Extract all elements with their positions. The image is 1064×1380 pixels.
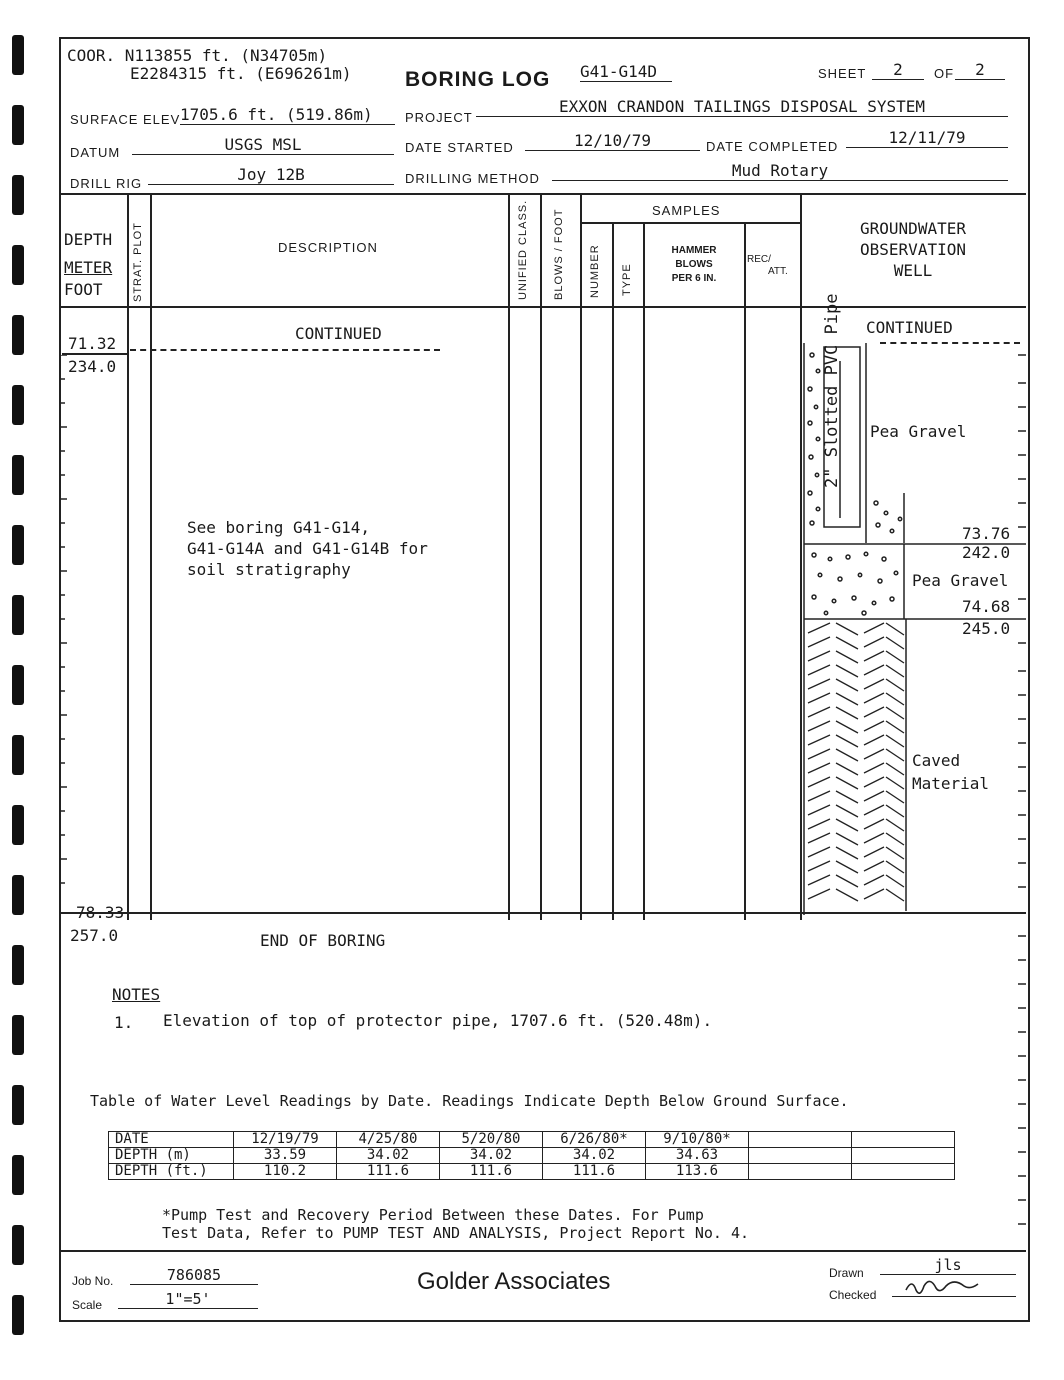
- depth-start-meter: 71.32: [68, 334, 117, 353]
- sheet-total: 2: [955, 60, 1005, 80]
- table-cell: [852, 1164, 955, 1180]
- drill-rig-label: DRILL RIG: [70, 176, 143, 191]
- col-strat-plot: STRAT. PLOT: [132, 222, 144, 302]
- job-number: 786085: [130, 1266, 258, 1285]
- project-label: PROJECT: [405, 110, 473, 125]
- table-cell: [852, 1148, 955, 1164]
- table-cell: 111.6: [440, 1164, 543, 1180]
- slotted-pipe-label: 2" Slotted PVC Pipe: [822, 293, 842, 488]
- table-cell: [749, 1164, 852, 1180]
- surface-elev: 1705.6 ft. (519.86m): [180, 105, 395, 125]
- well-depth-2-foot: 245.0: [962, 619, 1011, 638]
- table-cell: 34.02: [337, 1148, 440, 1164]
- checked-label: Checked: [829, 1288, 877, 1302]
- job-no-label: Job No.: [72, 1274, 114, 1288]
- table-cell: 111.6: [543, 1164, 646, 1180]
- table-cell: 5/20/80: [440, 1132, 543, 1148]
- lower-scale-ticks: [1016, 920, 1026, 1250]
- table-cell: 34.02: [543, 1148, 646, 1164]
- table-row: [109, 1132, 955, 1148]
- notes-heading: NOTES: [112, 985, 161, 1004]
- depth-scale-ticks: [59, 355, 69, 915]
- coord-line-2: E2284315 ft. (E696261m): [130, 64, 352, 83]
- sheet-number: 2: [872, 60, 924, 80]
- col-att: ATT.: [768, 266, 788, 277]
- drill-rig: Joy 12B: [148, 165, 394, 185]
- water-table-caption: Table of Water Level Readings by Date. Readings Indicate Depth Below Ground Surface.: [90, 1092, 849, 1110]
- end-of-boring: END OF BORING: [260, 931, 386, 950]
- continued-description: CONTINUED: [295, 324, 382, 343]
- checked-signature: [902, 1276, 992, 1296]
- col-unified-class: UNIFIED CLASS.: [517, 199, 529, 300]
- well-depth-1-foot: 242.0: [962, 543, 1011, 562]
- surface-elev-label: SURFACE ELEV: [70, 112, 181, 127]
- continued-well: CONTINUED: [866, 318, 953, 337]
- col-rec: REC/: [747, 254, 771, 265]
- description-text: See boring G41-G14, G41-G14A and G41-G14B for soil stratigraphy: [187, 518, 428, 579]
- datum: USGS MSL: [132, 135, 394, 155]
- drawn-label: Drawn: [829, 1266, 864, 1280]
- of-label: OF: [934, 66, 955, 81]
- table-cell: 113.6: [646, 1164, 749, 1180]
- table-row: [109, 1148, 955, 1164]
- pea-gravel-label-1: Pea Gravel: [870, 422, 967, 441]
- table-cell: 111.6: [337, 1164, 440, 1180]
- table-cell: [749, 1148, 852, 1164]
- date-started-label: DATE STARTED: [405, 140, 514, 155]
- scale-label: Scale: [72, 1298, 103, 1312]
- checked-signature-line: [892, 1280, 1016, 1297]
- table-cell: DEPTH (ft.): [109, 1164, 234, 1180]
- table-cell: [852, 1132, 955, 1148]
- note-1: Elevation of top of protector pipe, 1707.6 ft. (520.48m).: [163, 1011, 713, 1030]
- footnote-line-1: *Pump Test and Recovery Period Between these Dates. For Pump: [162, 1206, 704, 1224]
- col-samples: SAMPLES: [652, 203, 721, 218]
- datum-label: DATUM: [70, 145, 121, 160]
- table-cell: 34.63: [646, 1148, 749, 1164]
- coord-line-1: COOR. N113855 ft. (N34705m): [67, 46, 328, 65]
- table-cell: 4/25/80: [337, 1132, 440, 1148]
- water-level-table: [108, 1131, 955, 1180]
- well-depth-2-meter: 74.68: [962, 597, 1011, 616]
- col-type: TYPE: [621, 263, 633, 296]
- col-groundwater-well: GROUNDWATER OBSERVATION WELL: [860, 219, 966, 280]
- note-1-number: 1.: [114, 1013, 134, 1032]
- sheet-label: SHEET: [818, 66, 867, 81]
- drawn-by: jls: [880, 1256, 1016, 1275]
- well-depth-1-meter: 73.76: [962, 524, 1011, 543]
- table-cell: 34.02: [440, 1148, 543, 1164]
- col-meter: METER: [64, 258, 113, 277]
- caved-material-label: Caved Material: [912, 751, 990, 793]
- pea-gravel-label-2: Pea Gravel: [912, 571, 1009, 590]
- depth-end-meter: 78.33: [76, 903, 125, 922]
- date-completed-label: DATE COMPLETED: [706, 139, 839, 154]
- table-cell: 9/10/80*: [646, 1132, 749, 1148]
- col-blows-foot: BLOWS / FOOT: [553, 208, 565, 300]
- table-cell: 33.59: [234, 1148, 337, 1164]
- scale-value: 1"=5': [118, 1290, 258, 1309]
- drilling-method-label: DRILLING METHOD: [405, 171, 540, 186]
- company-name: Golder Associates: [417, 1268, 611, 1295]
- col-depth: DEPTH: [64, 230, 113, 249]
- col-number: NUMBER: [589, 244, 601, 298]
- page-title: BORING LOG: [405, 68, 551, 91]
- footnote-line-2: Test Data, Refer to PUMP TEST AND ANALYSIS, Project Report No. 4.: [162, 1224, 749, 1242]
- table-cell: 110.2: [234, 1164, 337, 1180]
- col-description: DESCRIPTION: [278, 240, 378, 255]
- table-cell: 6/26/80*: [543, 1132, 646, 1148]
- table-cell: [749, 1132, 852, 1148]
- boring-id: G41-G14D: [580, 62, 672, 82]
- depth-start-foot: 234.0: [68, 357, 117, 376]
- col-hammer-blows: HAMMER BLOWS PER 6 IN.: [671, 245, 717, 284]
- col-foot: FOOT: [64, 280, 103, 299]
- table-cell: 12/19/79: [234, 1132, 337, 1148]
- table-row: [109, 1164, 955, 1180]
- table-cell: DEPTH (m): [109, 1148, 234, 1164]
- depth-end-foot: 257.0: [70, 926, 119, 945]
- date-completed: 12/11/79: [846, 128, 1008, 148]
- date-started: 12/10/79: [525, 131, 700, 151]
- table-cell: DATE: [109, 1132, 234, 1148]
- project-name: EXXON CRANDON TAILINGS DISPOSAL SYSTEM: [476, 97, 1008, 117]
- drilling-method: Mud Rotary: [552, 161, 1008, 181]
